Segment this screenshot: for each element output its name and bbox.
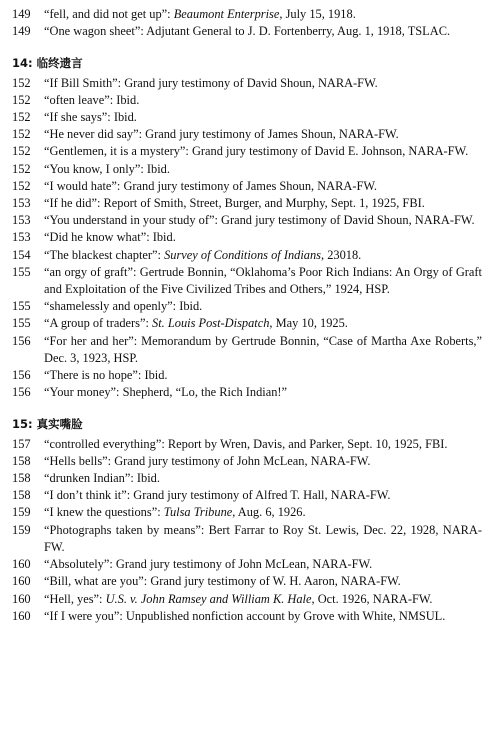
note-entry xyxy=(10,556,482,573)
note-text-run: “drunken Indian”: Ibid. xyxy=(44,471,160,486)
note-text xyxy=(44,298,482,315)
note-text-run: “controlled everything”: Report by Wren, Davis, and Parker, Sept. 10, 1925, FBI. xyxy=(44,436,448,451)
page-number: 156 xyxy=(12,385,31,400)
note-text-run: “There is no hope”: Ibid. xyxy=(44,368,168,383)
page-number: 160 xyxy=(12,608,31,623)
page-number: 152 xyxy=(12,178,31,193)
note-text-run: July 15, 1918. xyxy=(282,7,356,21)
note-text xyxy=(44,126,482,143)
note-text xyxy=(44,522,482,556)
chapter-heading: 14: 临终遗言 xyxy=(12,56,83,71)
note-text-run: “For her and her”: Memorandum by Gertrude Bonnin, “Case of Martha Axe Roberts,” Dec. 3, 1923, HSP. xyxy=(44,333,482,365)
note-text-run: “Did he know what”: Ibid. xyxy=(44,230,176,245)
page-number: 153 xyxy=(12,213,31,228)
note-text xyxy=(44,229,482,246)
note-entry xyxy=(10,75,482,92)
note-text-run: “Your money”: Shepherd, “Lo, the Rich Indian!” xyxy=(44,385,288,400)
notes-section xyxy=(10,6,482,40)
note-entry xyxy=(10,384,482,401)
note-entry xyxy=(10,109,482,126)
note-text xyxy=(44,453,482,470)
note-text-run: “Hell, yes”: xyxy=(44,591,106,606)
note-text-run: “You understand in your study of”: Grand jury testimony of David Shoun, NARA-FW. xyxy=(44,213,475,228)
page-number: 153 xyxy=(12,196,31,211)
note-entry xyxy=(10,591,482,608)
note-text-run: “If he did”: Report of Smith, Street, Burger, and Murphy, Sept. 1, 1925, FBI. xyxy=(44,196,425,211)
note-text-run: “Hells bells”: Grand jury testimony of John McLean, NARA-FW. xyxy=(44,453,371,468)
note-text-run: “Absolutely”: Grand jury testimony of John McLean, NARA-FW. xyxy=(44,557,373,572)
page-number: 159 xyxy=(12,522,31,537)
note-entry xyxy=(10,453,482,470)
note-entry xyxy=(10,126,482,143)
note-entry xyxy=(10,92,482,109)
note-text-run: May 10, 1925. xyxy=(272,316,348,331)
page-number: 152 xyxy=(12,92,31,107)
note-text-run: “Photographs taken by means”: Bert Farrar to Roy St. Lewis, Dec. 22, 1928, NARA-FW. xyxy=(44,522,482,554)
note-entry xyxy=(10,229,482,246)
page-number: 152 xyxy=(12,161,31,176)
note-text xyxy=(44,608,482,625)
note-entry xyxy=(10,367,482,384)
note-text-run: Oct. 1926, NARA-FW. xyxy=(314,591,433,606)
page-number: 155 xyxy=(12,299,31,314)
page-number: 153 xyxy=(12,230,31,245)
page-number: 159 xyxy=(12,505,31,520)
note-text xyxy=(44,591,482,608)
page-number: 158 xyxy=(12,453,31,468)
note-text xyxy=(44,333,482,367)
note-entry xyxy=(10,522,482,556)
page-number: 157 xyxy=(12,436,31,451)
note-text xyxy=(44,384,482,401)
note-text-run: “shamelessly and openly”: Ibid. xyxy=(44,299,203,314)
note-entry xyxy=(10,298,482,315)
note-entry xyxy=(10,264,482,298)
note-entry xyxy=(10,487,482,504)
page-number: 158 xyxy=(12,471,31,486)
note-entry xyxy=(10,23,482,40)
note-text xyxy=(44,143,482,160)
page-number: 149 xyxy=(12,24,31,39)
page-number: 152 xyxy=(12,127,31,142)
notes-section xyxy=(10,55,482,401)
page-number: 160 xyxy=(12,591,31,606)
page-number: 155 xyxy=(12,264,31,279)
note-entry xyxy=(10,573,482,590)
chapter-heading: 15: 真实嘴脸 xyxy=(12,417,83,432)
note-text-run: “He never did say”: Grand jury testimony of James Shoun, NARA-FW. xyxy=(44,127,399,142)
page-number: 152 xyxy=(12,144,31,159)
note-text-run: “One wagon sheet”: Adjutant General to J. D. Fortenberry, Aug. 1, 1918, TSLAC. xyxy=(44,24,451,39)
page-number: 160 xyxy=(12,557,31,572)
note-text-run: “I don’t think it”: Grand jury testimony of Alfred T. Hall, NARA-FW. xyxy=(44,488,391,503)
note-text-run: “Bill, what are you”: Grand jury testimony of W. H. Aaron, NARA-FW. xyxy=(44,574,401,589)
note-text xyxy=(44,23,482,40)
note-entry xyxy=(10,436,482,453)
italic-source: Beaumont Enterprise, xyxy=(173,7,283,21)
note-entry xyxy=(10,315,482,332)
note-text-run: “You know, I only”: Ibid. xyxy=(44,161,170,176)
page-number: 156 xyxy=(12,333,31,348)
note-text-run: “If Bill Smith”: Grand jury testimony of David Shoun, NARA-FW. xyxy=(44,75,378,90)
note-text xyxy=(44,195,482,212)
note-text-run: 23018. xyxy=(324,247,362,262)
italic-source: Tulsa Tribune, xyxy=(163,505,236,520)
page-number: 156 xyxy=(12,368,31,383)
note-text-run: “I would hate”: Grand jury testimony of James Shoun, NARA-FW. xyxy=(44,178,378,193)
note-entry xyxy=(10,333,482,367)
notes-section xyxy=(10,416,482,624)
note-text xyxy=(44,367,482,384)
note-entry xyxy=(10,195,482,212)
note-text-run: “If I were you”: Unpublished nonfiction account by Grove with White, NMSUL. xyxy=(44,608,446,623)
note-entry xyxy=(10,470,482,487)
italic-source: U.S. v. John Ramsey and William K. Hale, xyxy=(105,591,315,606)
note-text xyxy=(44,436,482,453)
note-text-run: “The blackest chapter”: xyxy=(44,247,165,262)
note-entry xyxy=(10,247,482,264)
note-entry xyxy=(10,608,482,625)
note-text-run: “A group of traders”: xyxy=(44,316,153,331)
note-text xyxy=(44,315,482,332)
note-text xyxy=(44,470,482,487)
note-entry xyxy=(10,178,482,195)
italic-source: Survey of Conditions of Indians, xyxy=(164,247,325,262)
note-text xyxy=(44,264,482,298)
note-text-run: “I knew the questions”: xyxy=(44,505,164,520)
note-entry xyxy=(10,504,482,521)
note-text xyxy=(44,109,482,126)
page-number: 154 xyxy=(12,247,31,262)
note-text xyxy=(44,573,482,590)
note-text-run: “often leave”: Ibid. xyxy=(44,92,140,107)
note-text xyxy=(44,212,482,229)
note-text-run: “If she says”: Ibid. xyxy=(44,110,137,125)
note-text xyxy=(44,247,482,264)
note-entry xyxy=(10,161,482,178)
note-text xyxy=(44,92,482,109)
page-number: 149 xyxy=(12,7,31,21)
note-text xyxy=(44,556,482,573)
note-text xyxy=(44,161,482,178)
note-text-run: Aug. 6, 1926. xyxy=(235,505,306,520)
note-text xyxy=(44,178,482,195)
note-entry xyxy=(10,143,482,160)
note-text xyxy=(44,487,482,504)
note-entry xyxy=(10,212,482,229)
note-text-run: “Gentlemen, it is a mystery”: Grand jury testimony of David E. Johnson, NARA-FW. xyxy=(44,144,469,159)
page-number: 152 xyxy=(12,75,31,90)
note-text xyxy=(44,504,482,521)
note-text-run: “fell, and did not get up”: xyxy=(44,7,174,21)
note-text xyxy=(44,6,482,23)
page-number: 158 xyxy=(12,488,31,503)
page-number: 152 xyxy=(12,110,31,125)
note-entry xyxy=(10,6,482,23)
page-number: 155 xyxy=(12,316,31,331)
italic-source: St. Louis Post-Dispatch, xyxy=(152,316,273,331)
note-text xyxy=(44,75,482,92)
page-number: 160 xyxy=(12,574,31,589)
note-text-run: “an orgy of graft”: Gertrude Bonnin, “Oklahoma’s Poor Rich Indians: An Orgy of Graft and Exploitation of the Five Civilized Tribes and Others,” 1924, HSP. xyxy=(44,264,482,297)
